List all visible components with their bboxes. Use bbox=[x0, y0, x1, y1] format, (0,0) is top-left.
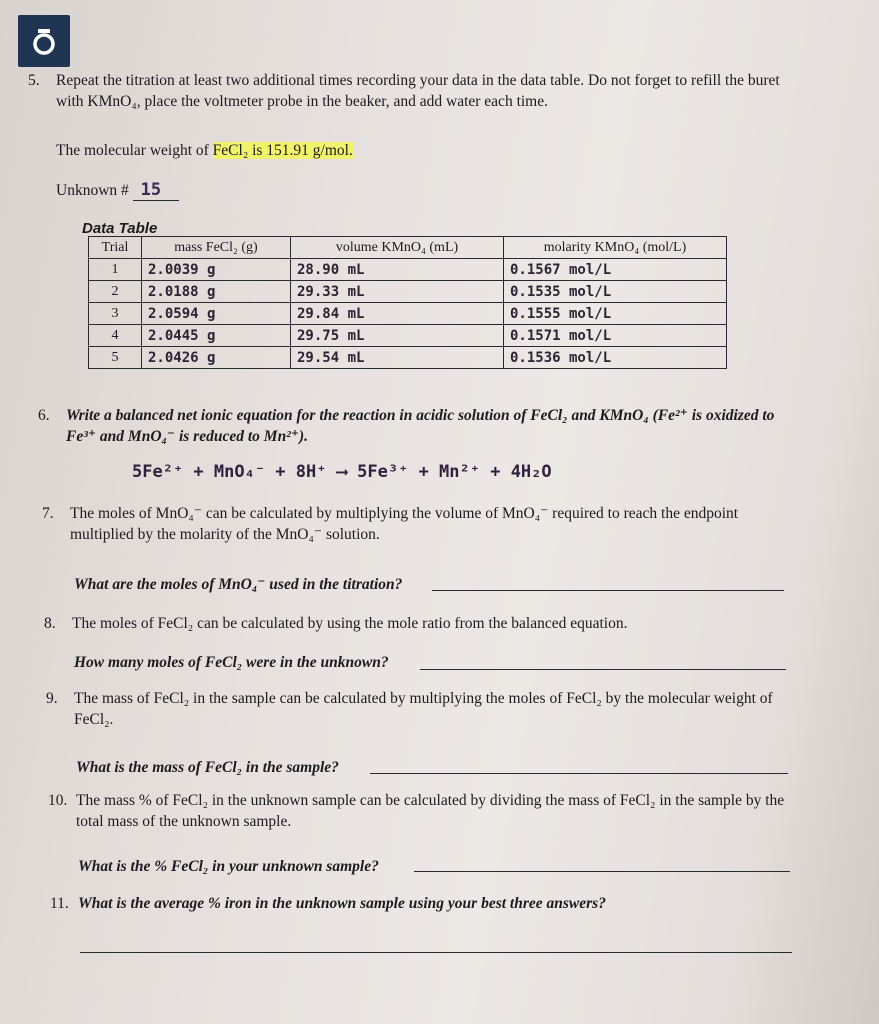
question-9-text: The mass of FeCl₂ in the sample can be calculated by multiplying the moles of FeCl₂ by the molecular weight of FeCl₂. bbox=[74, 690, 773, 728]
question-11: 11. What is the average % iron in the unknown sample using your best three answers? bbox=[50, 895, 606, 912]
answer-line-9[interactable] bbox=[370, 773, 788, 774]
table-row: 4 2.0445 g 29.75 mL 0.1571 mol/L bbox=[89, 325, 727, 347]
table-header-row bbox=[89, 237, 727, 259]
question-7-text: The moles of MnO₄⁻ can be calculated by multiplying the volume of MnO₄⁻ required to reach the endpoint multiplied by the molarity of the MnO₄⁻ solution. bbox=[70, 505, 739, 543]
unknown-number: Unknown # 15 bbox=[56, 180, 179, 201]
question-5-text: Repeat the titration at least two additional times recording your data in the data table. Do not forget to refill the buret with KMnO₄, place the voltmeter probe in the beaker, and add water each time. bbox=[56, 72, 780, 110]
question-6: 6. Write a balanced net ionic equation for the reaction in acidic solution of FeCl₂ and KMnO₄ (Fe²⁺ is oxidized to Fe³⁺ and MnO₄⁻ is reduced to Mn²⁺). bbox=[38, 407, 775, 445]
question-6-text: Write a balanced net ionic equation for the reaction in acidic solution of FeCl₂ and KMnO₄ (Fe²⁺ is oxidized to Fe³⁺ and MnO₄⁻ is reduced to Mn²⁺). bbox=[66, 407, 775, 445]
question-8-prompt: How many moles of FeCl₂ were in the unknown? bbox=[74, 654, 389, 671]
question-11-text: What is the average % iron in the unknown sample using your best three answers? bbox=[78, 895, 606, 912]
table-row: 3 2.0594 g 29.84 mL 0.1555 mol/L bbox=[89, 303, 727, 325]
logo-icon bbox=[18, 15, 70, 67]
net-ionic-equation-answer: 5Fe²⁺ + MnO₄⁻ + 8H⁺ ⟶ 5Fe³⁺ + Mn²⁺ + 4H₂O bbox=[132, 462, 552, 482]
header-molarity: molarity KMnO₄ (mol/L) bbox=[504, 237, 727, 259]
question-7: 7. The moles of MnO₄⁻ can be calculated by multiplying the volume of MnO₄⁻ required to reach the endpoint multiplied by the molarity of the MnO₄⁻ solution. bbox=[42, 505, 739, 543]
question-10-prompt: What is the % FeCl₂ in your unknown sample? bbox=[78, 858, 379, 875]
data-table bbox=[88, 236, 727, 369]
answer-line-7[interactable] bbox=[432, 590, 784, 591]
question-8-text: The moles of FeCl₂ can be calculated by using the mole ratio from the balanced equation. bbox=[72, 615, 628, 632]
header-volume: volume KMnO₄ (mL) bbox=[291, 237, 504, 259]
question-10-text: The mass % of FeCl₂ in the unknown sample can be calculated by dividing the mass of FeCl₂ in the sample by the total mass of the unknown sample. bbox=[76, 792, 785, 830]
table-row: 1 2.0039 g 28.90 mL 0.1567 mol/L bbox=[89, 259, 727, 281]
question-5: 5. Repeat the titration at least two additional times recording your data in the data table. Do not forget to refill the buret with KMnO₄, place the voltmeter probe in the beaker, and add water each time. bbox=[28, 72, 780, 110]
molecular-weight-highlight: FeCl₂ is 151.91 g/mol. bbox=[212, 142, 353, 159]
question-8: 8. The moles of FeCl₂ can be calculated by using the mole ratio from the balanced equation. bbox=[44, 615, 628, 632]
molecular-weight-note: The molecular weight of FeCl₂ is 151.91 g/mol. bbox=[56, 142, 353, 159]
question-9: 9. The mass of FeCl₂ in the sample can be calculated by multiplying the moles of FeCl₂ by the molecular weight of FeCl₂. bbox=[46, 690, 773, 728]
header-trial: Trial bbox=[89, 237, 142, 259]
answer-line-11[interactable] bbox=[80, 952, 792, 953]
question-7-prompt: What are the moles of MnO₄⁻ used in the titration? bbox=[74, 576, 403, 593]
header-mass: mass FeCl₂ (g) bbox=[142, 237, 291, 259]
question-9-prompt: What is the mass of FeCl₂ in the sample? bbox=[76, 759, 339, 776]
table-row: 2 2.0188 g 29.33 mL 0.1535 mol/L bbox=[89, 281, 727, 303]
answer-line-10[interactable] bbox=[414, 871, 790, 872]
answer-line-8[interactable] bbox=[420, 669, 786, 670]
table-row: 5 2.0426 g 29.54 mL 0.1536 mol/L bbox=[89, 347, 727, 369]
unknown-number-value: 15 bbox=[133, 180, 179, 201]
data-table-title: Data Table bbox=[82, 220, 158, 237]
question-10: 10. The mass % of FeCl₂ in the unknown sample can be calculated by dividing the mass of FeCl₂ in the sample by the total mass of the unknown sample. bbox=[48, 792, 785, 830]
